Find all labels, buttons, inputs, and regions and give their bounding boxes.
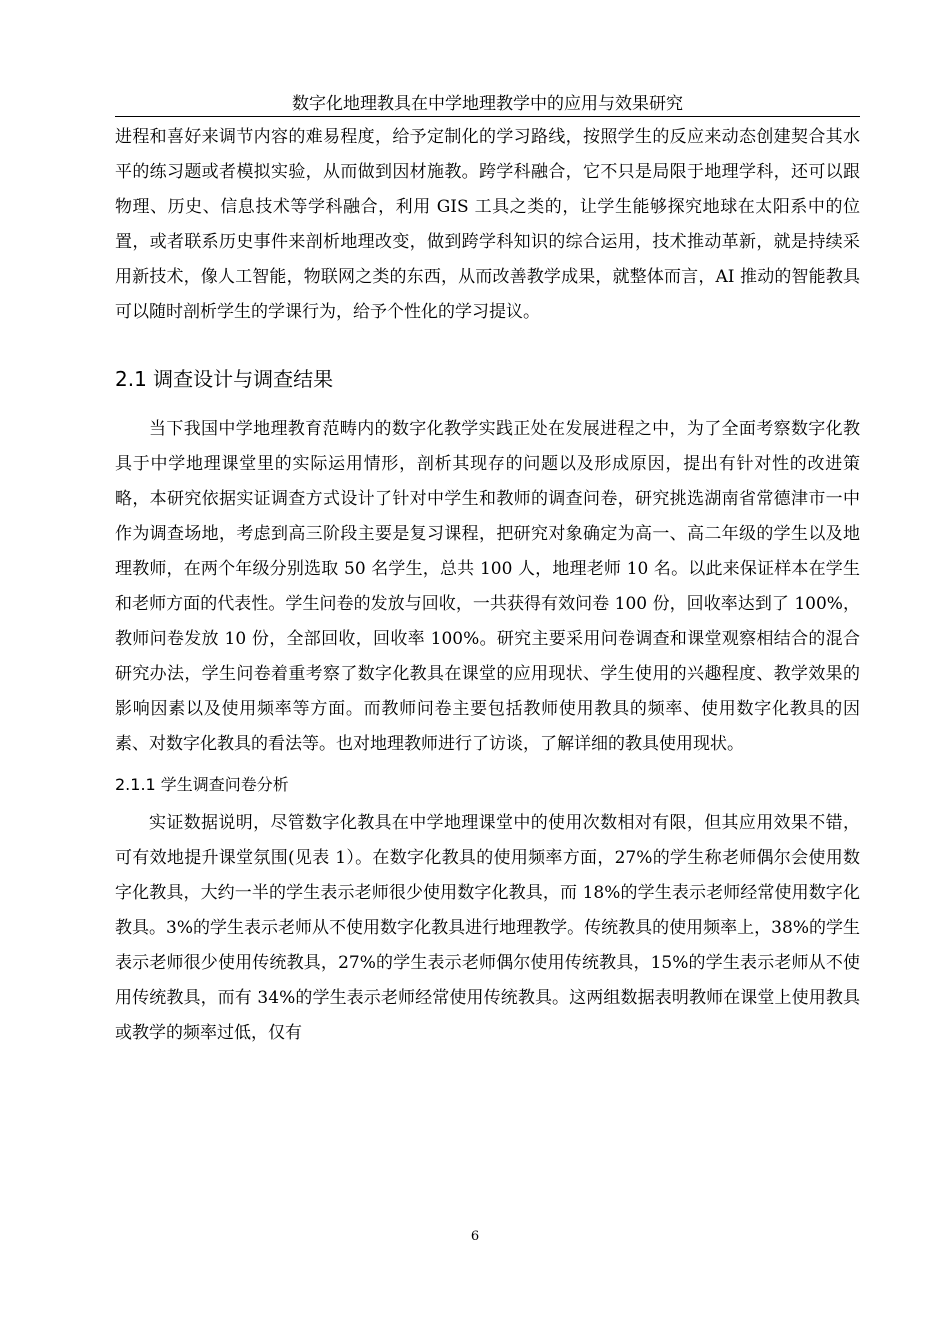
section-heading-2-1-1: 2.1.1 学生调查问卷分析 <box>115 775 289 794</box>
section-2-1-paragraph: 当下我国中学地理教育范畴内的数字化教学实践正处在发展进程之中，为了全面考察数字化教具于中学地理课堂里的实际运用情形，剖析其现存的问题以及形成原因，提出有针对性的改进策略，本研究依据实证调查方式设计了针对中学生和教师的调查问卷，研究挑选湖南省常德津市一中作为调查场地，考虑到高三阶段主要是复习课程，把研究对象确定为高一、高二年级的学生以及地理教师，在两个年级分别选取 50 名学生，总共 100 人，地理老师 10 名。以此来保证样本在学生和老师方面的代表性。学生问卷的发放与回收，一共获得有效问卷 100 份，回收率达到了 100%，教师问卷发放 10 份，全部回收，回收率 100%。研究主要采用问卷调查和课堂观察相结合的混合研究办法，学生问卷着重考察了数字化教具在课堂的应用现状、学生使用的兴趣程度、教学效果的影响因素以及使用频率等方面。而教师问卷主要包括教师使用教具的频率、使用数字化教具的因素、对数字化教具的看法等。也对地理教师进行了访谈，了解详细的教具使用现状。 <box>115 419 860 754</box>
page-number: 6 <box>470 1229 480 1244</box>
section-heading-2-1: 2.1 调查设计与调查结果 <box>115 367 334 391</box>
section-2-1-1-paragraph: 实证数据说明，尽管数字化教具在中学地理课堂中的使用次数相对有限，但其应用效果不错，可有效地提升课堂氛围(见表 1）。在数字化教具的使用频率方面，27%的学生称老师偶尔会使用数字化教具，大约一半的学生表示老师很少使用数字化教具，而 18%的学生表示老师经常使用数字化教具。3%的学生表示老师从不使用数字化教具进行地理教学。传统教具的使用频率上，38%的学生表示老师很少使用传统教具，27%的学生表示老师偶尔使用传统教具，15%的学生表示老师从不使用传统教具，而有 34%的学生表示老师经常使用传统教具。这两组数据表明教师在课堂上使用教具或教学的频率过低，仅有 <box>115 813 860 1043</box>
running-header: 数字化地理教具在中学地理教学中的应用与效果研究 <box>115 92 860 117</box>
continuation-paragraph: 进程和喜好来调节内容的难易程度，给予定制化的学习路线，按照学生的反应来动态创建契合其水平的练习题或者模拟实验，从而做到因材施教。跨学科融合，它不只是局限于地理学科，还可以跟物理、历史、信息技术等学科融合，利用 GIS 工具之类的，让学生能够探究地球在太阳系中的位置，或者联系历史事件来剖析地理改变，做到跨学科知识的综合运用，技术推动革新，就是持续采用新技术，像人工智能，物联网之类的东西，从而改善教学成果，就整体而言，AI 推动的智能教具可以随时剖析学生的学课行为，给予个性化的学习提议。 <box>115 127 860 322</box>
page-body <box>115 120 860 1051</box>
